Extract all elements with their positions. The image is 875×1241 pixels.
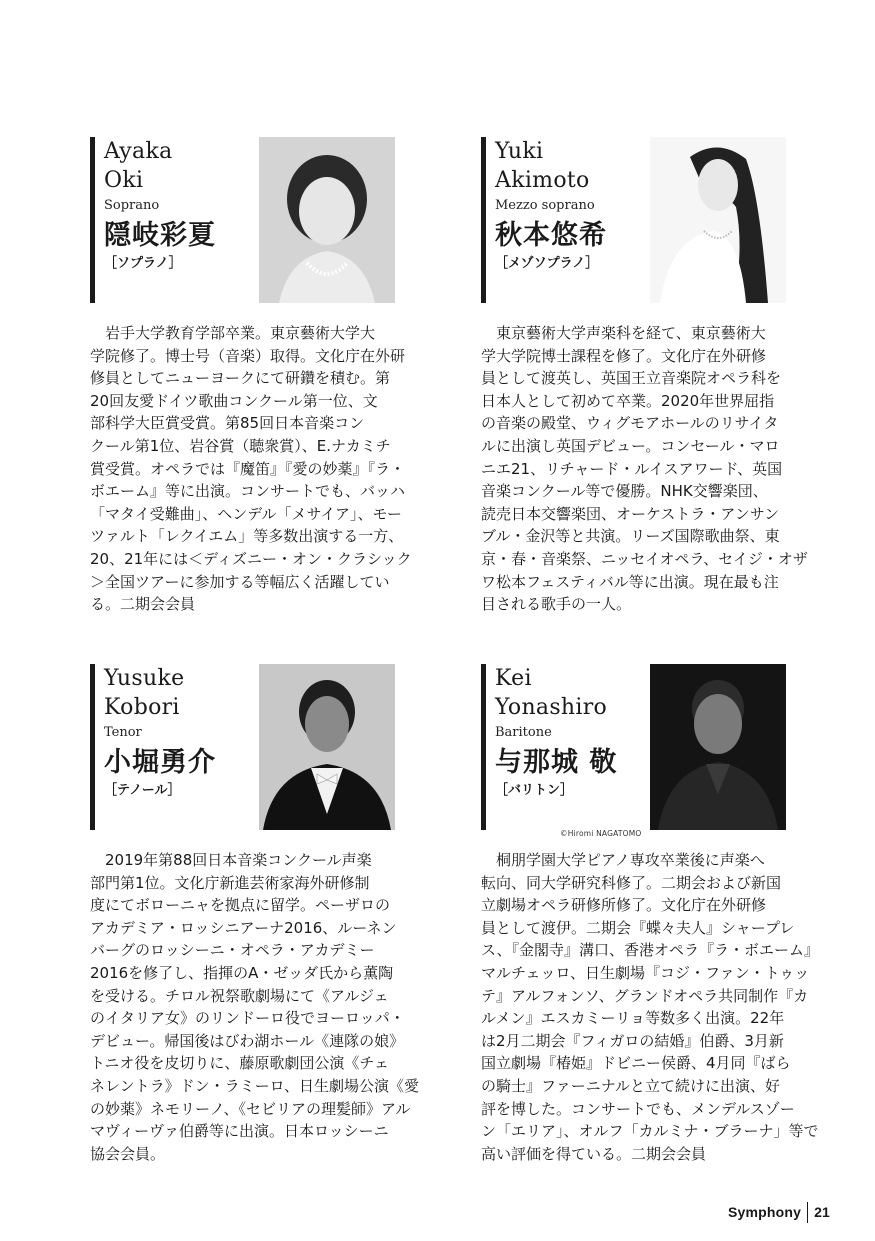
bio-line: 読売日本交響楽団、オーケストラ・アンサン [481,504,780,523]
profile-header [495,664,645,800]
bio-line: 部科学大臣賞受賞。第85回日本音楽コン [90,414,365,433]
bio-line: 賞受賞。オペラでは『魔笛』『愛の妙薬』『ラ・ [90,459,406,478]
bio-line: 度にてボローニャを拠点に留学。ペーザロの [90,896,391,915]
bio-line: 高い評価を得ている。二期会会員 [481,1144,707,1163]
name-en-first: Yusuke [104,666,185,691]
bio-line: 京・春・音楽祭、ニッセイオペラ、セイジ・オザ [481,549,808,568]
bio-line: の騎士』ファーニナルと立て続けに出演、好 [481,1076,780,1095]
bio-line: 桐朋学園大学ピアノ専攻卒業後に声楽へ [481,851,765,869]
accent-bar [90,137,95,303]
bio-line: 員として渡伊。二期会『蝶々夫人』シャープレ [481,918,795,937]
bio-line: 日本人として初めて卒業。2020年世界屈指 [481,391,775,410]
bio-line: 2016を修了し、指揮のA・ゼッダ氏から薫陶 [90,963,394,982]
bio-line: ワ松本フェスティバル等に出演。現在最も注 [481,572,779,591]
photo-credit: ©Hiromi NAGATOMO [560,829,642,838]
bio-line: の音楽の殿堂、ウィグモアホールのリサイタ [481,414,779,433]
portrait-photo [259,664,395,830]
bio-line: 転向、同大学研究科修了。二期会および新国 [481,873,782,892]
bio-line: 部門第1位。文化庁新進芸術家海外研修制 [90,873,370,892]
name-jp: 秋本悠希 [495,220,607,251]
bio-line: トニオ役を皮切りに、藤原歌劇団公演《チェ [90,1054,389,1073]
voice-jp: ［テノール］ [104,783,181,798]
bio-line: バーグのロッシーニ・オペラ・アカデミー [90,941,375,960]
bio-line: ン「エリア」、オルフ「カルミナ・ブラーナ」等で [481,1122,819,1141]
bio-line: のイタリア女》のリンドーロ役でヨーロッパ・ [90,1009,405,1028]
bio-line: ブル・金沢等と共演。リーズ国際歌曲祭、東 [481,527,780,546]
name-en-last: Kobori [104,695,180,720]
bio-line: アカデミア・ロッシニアーナ2016、ルーネン [90,918,397,937]
bio-line: を受ける。チロル祝祭歌劇場にて《アルジェ [90,986,389,1005]
bio-line: 学院修了。博士号（音楽）取得。文化庁在外研 [90,346,406,365]
bio-line: マヴィーヴァ伯爵等に出演。日本ロッシーニ [90,1122,389,1141]
bio-line: 東京藝術大学声楽科を経て、東京藝術大 [481,324,766,342]
bio-line: 修員としてニューヨークにて研鑽を積む。第 [90,369,391,388]
bio-line: ＞全国ツアーに参加する等幅広く活躍してい [90,572,390,591]
voice-en: Tenor [104,725,142,740]
bio-line: 「マタイ受難曲」、ヘンデル「メサイア」、モー [90,504,402,523]
name-en-first: Yuki [495,139,544,164]
voice-jp: ［メゾソプラノ］ [495,256,599,271]
accent-bar [481,664,486,830]
voice-en: Soprano [104,198,160,213]
name-en-last: Oki [104,168,144,193]
name-en-last: Yonashiro [495,695,608,720]
name-jp: 小堀勇介 [104,747,216,778]
bio-line: ネレントラ》ドン・ラミーロ、日生劇場公演《愛 [90,1076,420,1095]
profile-header [104,664,254,800]
bio-line: 国立劇場『椿姫』ドビニー侯爵、4月同『ばら [481,1054,791,1073]
voice-jp: ［ソプラノ］ [104,256,182,271]
accent-bar [481,137,486,303]
magazine-title: Symphony [728,1204,802,1220]
bio-line: ルに出演し英国デビュー。コンセール・マロ [481,436,780,455]
profile-header [104,137,254,273]
bio-line: ルメン』エスカミーリョ等数多く出演。22年 [481,1009,785,1028]
page-footer [728,1201,830,1223]
bio-line: る。二期会会員 [90,595,196,614]
name-en-first: Ayaka [104,139,173,164]
bio-text [481,849,819,1165]
bio-line: ツァルト「レクイエム」等多数出演する一方、 [90,527,404,546]
portrait-photo [259,137,395,303]
portrait-photo [650,664,786,830]
bio-line: 立劇場オペラ研修所修了。文化庁在外研修 [481,896,767,915]
bio-line: 評を博した。コンサートでも、メンデルスゾー [481,1099,795,1118]
footer-divider [807,1202,808,1223]
bio-line: ス、『金閣寺』溝口、香港オペラ『ラ・ボエーム』 [481,941,819,960]
accent-bar [90,664,95,830]
profile-header [495,137,645,273]
name-jp: 与那城 敬 [495,747,618,778]
bio-line: 音楽コンクール等で優勝。NHK交響楽団、 [481,482,768,501]
voice-en: Mezzo soprano [495,198,595,213]
bio-line: の妙薬》ネモリーノ、《セビリアの理髪師》アル [90,1099,411,1118]
bio-line: 20回友愛ドイツ歌曲コンクール第一位、文 [90,391,378,410]
voice-en: Baritone [495,725,552,740]
bio-line: 協会会員。 [90,1144,166,1163]
bio-line: マルチェッロ、日生劇場『コジ・ファン・トゥッ [481,963,810,982]
bio-line: テ』アルフォンソ、グランドオペラ共同制作『カ [481,986,809,1005]
bio-line: 20、21年には＜ディズニー・オン・クラシック [90,549,412,568]
bio-text [90,322,412,616]
bio-line: クール第1位、岩谷賞（聴衆賞）、E.ナカミチ [90,436,391,455]
bio-line: 岩手大学教育学部卒業。東京藝術大学大 [90,324,376,342]
portrait-photo [650,137,786,303]
bio-line: デビュー。帰国後はびわ湖ホール《連隊の娘》 [90,1031,405,1050]
bio-line: ボエーム』等に出演。コンサートでも、バッハ [90,482,406,501]
bio-line: 目される歌手の一人。 [481,595,632,614]
page-number: 21 [814,1204,830,1220]
bio-line: 学大学院博士課程を修了。文化庁在外研修 [481,346,767,365]
name-jp: 隠岐彩夏 [104,220,216,251]
bio-line: 2019年第88回日本音楽コンクール声楽 [90,851,372,869]
voice-jp: ［バリトン］ [495,783,574,798]
bio-text [90,849,420,1165]
name-en-last: Akimoto [495,168,590,193]
bio-line: は2月二期会『フィガロの結婚』伯爵、3月新 [481,1031,784,1050]
name-en-first: Kei [495,666,532,691]
bio-line: ニエ21、リチャード・ルイスアワード、英国 [481,459,783,478]
bio-line: 員として渡英し、英国王立音楽院オペラ科を [481,369,782,388]
bio-text [481,322,808,616]
